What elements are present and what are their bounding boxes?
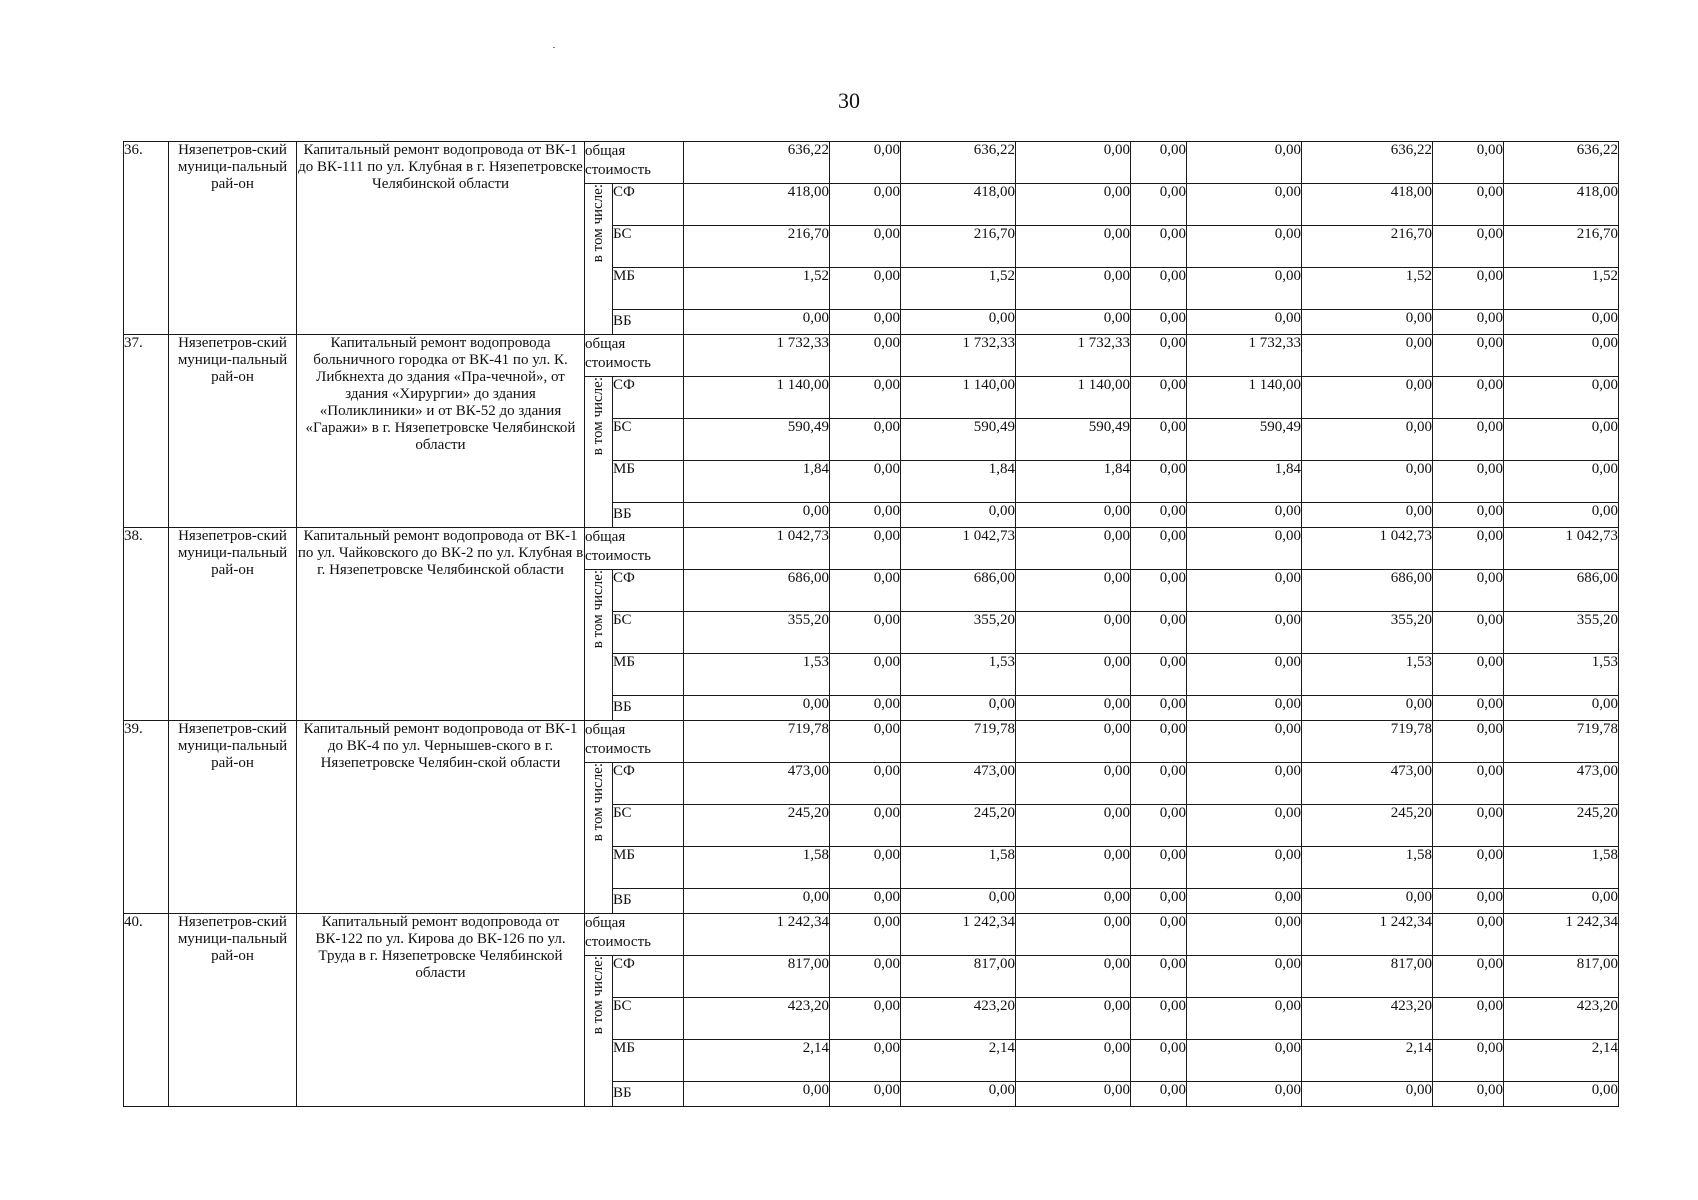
value-cell: 0,00 bbox=[684, 696, 830, 721]
value-cell: 0,00 bbox=[1016, 654, 1131, 696]
source-label-bs: БС bbox=[613, 998, 684, 1040]
value-cell: 0,00 bbox=[830, 310, 901, 335]
value-cell: 418,00 bbox=[1504, 184, 1619, 226]
value-cell: 1 242,34 bbox=[684, 914, 830, 956]
value-cell: 0,00 bbox=[1016, 528, 1131, 570]
value-cell: 0,00 bbox=[1131, 142, 1187, 184]
value-cell: 0,00 bbox=[1187, 1040, 1302, 1082]
including-label-cell bbox=[585, 377, 613, 528]
value-cell: 0,00 bbox=[1504, 335, 1619, 377]
value-cell: 686,00 bbox=[684, 570, 830, 612]
row-number: 39. bbox=[124, 721, 169, 914]
value-cell: 0,00 bbox=[1016, 805, 1131, 847]
value-cell: 0,00 bbox=[1433, 142, 1504, 184]
value-cell: 0,00 bbox=[1302, 696, 1433, 721]
value-cell: 0,00 bbox=[830, 1040, 901, 1082]
value-cell: 0,00 bbox=[830, 914, 901, 956]
value-cell: 473,00 bbox=[1302, 763, 1433, 805]
value-cell: 0,00 bbox=[1187, 956, 1302, 998]
value-cell: 0,00 bbox=[830, 503, 901, 528]
value-cell: 473,00 bbox=[901, 763, 1016, 805]
district-name: Нязепетров-ский муници-пальный рай-он bbox=[169, 721, 297, 914]
value-cell: 0,00 bbox=[1302, 461, 1433, 503]
value-cell: 0,00 bbox=[1016, 570, 1131, 612]
value-cell: 1,58 bbox=[901, 847, 1016, 889]
value-cell: 0,00 bbox=[1131, 998, 1187, 1040]
source-label-sf: СФ bbox=[613, 184, 684, 226]
value-cell: 0,00 bbox=[1131, 805, 1187, 847]
value-cell: 245,20 bbox=[901, 805, 1016, 847]
source-label-sf: СФ bbox=[613, 956, 684, 998]
value-cell: 0,00 bbox=[830, 763, 901, 805]
value-cell: 1,52 bbox=[1504, 268, 1619, 310]
row-number: 37. bbox=[124, 335, 169, 528]
value-cell: 245,20 bbox=[1302, 805, 1433, 847]
value-cell: 1,53 bbox=[901, 654, 1016, 696]
value-cell: 216,70 bbox=[684, 226, 830, 268]
value-cell: 0,00 bbox=[1131, 377, 1187, 419]
value-cell: 0,00 bbox=[830, 377, 901, 419]
value-cell: 1 732,33 bbox=[684, 335, 830, 377]
value-cell: 0,00 bbox=[1504, 461, 1619, 503]
value-cell: 0,00 bbox=[1016, 310, 1131, 335]
value-cell: 0,00 bbox=[1504, 1082, 1619, 1107]
value-cell: 1,58 bbox=[1504, 847, 1619, 889]
table-body bbox=[124, 142, 1619, 1107]
scan-speck bbox=[553, 47, 555, 48]
value-cell: 0,00 bbox=[901, 696, 1016, 721]
value-cell: 719,78 bbox=[1302, 721, 1433, 763]
value-cell: 0,00 bbox=[684, 503, 830, 528]
value-cell: 0,00 bbox=[1131, 1082, 1187, 1107]
value-cell: 0,00 bbox=[1187, 226, 1302, 268]
value-cell: 0,00 bbox=[830, 419, 901, 461]
value-cell: 0,00 bbox=[1433, 805, 1504, 847]
value-cell: 1 242,34 bbox=[1302, 914, 1433, 956]
value-cell: 686,00 bbox=[1302, 570, 1433, 612]
value-cell: 0,00 bbox=[1433, 889, 1504, 914]
value-cell: 0,00 bbox=[1016, 847, 1131, 889]
value-cell: 0,00 bbox=[830, 612, 901, 654]
source-label-mb: МБ bbox=[613, 847, 684, 889]
value-cell: 1,53 bbox=[684, 654, 830, 696]
value-cell: 0,00 bbox=[1187, 721, 1302, 763]
value-cell: 0,00 bbox=[1131, 654, 1187, 696]
value-cell: 0,00 bbox=[1302, 503, 1433, 528]
value-cell: 1,84 bbox=[901, 461, 1016, 503]
value-cell: 0,00 bbox=[830, 528, 901, 570]
value-cell: 423,20 bbox=[1302, 998, 1433, 1040]
value-cell: 1,53 bbox=[1302, 654, 1433, 696]
including-label: в том числе: bbox=[590, 377, 606, 456]
value-cell: 0,00 bbox=[1433, 570, 1504, 612]
value-cell: 418,00 bbox=[901, 184, 1016, 226]
table-row bbox=[124, 721, 1619, 763]
value-cell: 0,00 bbox=[1016, 268, 1131, 310]
page-number: 30 bbox=[838, 88, 860, 113]
value-cell: 0,00 bbox=[1131, 696, 1187, 721]
value-cell: 0,00 bbox=[1016, 696, 1131, 721]
value-cell: 0,00 bbox=[1016, 142, 1131, 184]
value-cell: 817,00 bbox=[684, 956, 830, 998]
value-cell: 0,00 bbox=[1187, 805, 1302, 847]
including-label: в том числе: bbox=[590, 956, 606, 1035]
value-cell: 1 732,33 bbox=[1187, 335, 1302, 377]
value-cell: 2,14 bbox=[1504, 1040, 1619, 1082]
value-cell: 0,00 bbox=[1433, 1040, 1504, 1082]
value-cell: 636,22 bbox=[1302, 142, 1433, 184]
value-cell: 216,70 bbox=[1302, 226, 1433, 268]
value-cell: 0,00 bbox=[1433, 612, 1504, 654]
row-number: 38. bbox=[124, 528, 169, 721]
value-cell: 1,84 bbox=[684, 461, 830, 503]
value-cell: 1 042,73 bbox=[1504, 528, 1619, 570]
including-label: в том числе: bbox=[590, 570, 606, 649]
value-cell: 1,53 bbox=[1504, 654, 1619, 696]
value-cell: 0,00 bbox=[1131, 847, 1187, 889]
source-label-sf: СФ bbox=[613, 763, 684, 805]
value-cell: 2,14 bbox=[684, 1040, 830, 1082]
value-cell: 0,00 bbox=[1187, 847, 1302, 889]
value-cell: 0,00 bbox=[1433, 998, 1504, 1040]
value-cell: 0,00 bbox=[1433, 461, 1504, 503]
project-description: Капитальный ремонт водопровода от ВК-1 до ВК-111 по ул. Клубная в г. Нязепетровске Челябинской области bbox=[297, 142, 585, 335]
value-cell: 636,22 bbox=[901, 142, 1016, 184]
including-label: в том числе: bbox=[590, 763, 606, 842]
project-description: Капитальный ремонт водопровода от ВК-1 по ул. Чайковского до ВК-2 по ул. Клубная в г. Нязепетровске Челябинской области bbox=[297, 528, 585, 721]
value-cell: 590,49 bbox=[901, 419, 1016, 461]
value-cell: 0,00 bbox=[1016, 503, 1131, 528]
value-cell: 0,00 bbox=[1131, 503, 1187, 528]
value-cell: 1 732,33 bbox=[901, 335, 1016, 377]
value-cell: 0,00 bbox=[1016, 721, 1131, 763]
value-cell: 0,00 bbox=[830, 998, 901, 1040]
value-cell: 0,00 bbox=[1187, 142, 1302, 184]
value-cell: 0,00 bbox=[1433, 310, 1504, 335]
value-cell: 216,70 bbox=[901, 226, 1016, 268]
value-cell: 0,00 bbox=[1433, 914, 1504, 956]
value-cell: 0,00 bbox=[830, 570, 901, 612]
value-cell: 0,00 bbox=[1016, 889, 1131, 914]
district-name: Нязепетров-ский муници-пальный рай-он bbox=[169, 142, 297, 335]
value-cell: 0,00 bbox=[1187, 184, 1302, 226]
value-cell: 1 042,73 bbox=[1302, 528, 1433, 570]
value-cell: 423,20 bbox=[1504, 998, 1619, 1040]
value-cell: 686,00 bbox=[1504, 570, 1619, 612]
source-label-bs: БС bbox=[613, 419, 684, 461]
total-cost-label: общая стоимость bbox=[585, 914, 684, 956]
value-cell: 245,20 bbox=[684, 805, 830, 847]
source-label-vb: ВБ bbox=[613, 310, 684, 335]
district-name: Нязепетров-ский муници-пальный рай-он bbox=[169, 335, 297, 528]
value-cell: 0,00 bbox=[1131, 419, 1187, 461]
value-cell: 1,84 bbox=[1016, 461, 1131, 503]
value-cell: 0,00 bbox=[1302, 377, 1433, 419]
value-cell: 0,00 bbox=[1131, 889, 1187, 914]
value-cell: 0,00 bbox=[830, 184, 901, 226]
value-cell: 0,00 bbox=[1433, 956, 1504, 998]
value-cell: 0,00 bbox=[901, 310, 1016, 335]
row-number: 36. bbox=[124, 142, 169, 335]
including-label-cell bbox=[585, 956, 613, 1107]
value-cell: 355,20 bbox=[1504, 612, 1619, 654]
source-label-vb: ВБ bbox=[613, 1082, 684, 1107]
source-label-mb: МБ bbox=[613, 461, 684, 503]
value-cell: 0,00 bbox=[1302, 1082, 1433, 1107]
value-cell: 0,00 bbox=[830, 1082, 901, 1107]
value-cell: 0,00 bbox=[1131, 763, 1187, 805]
value-cell: 0,00 bbox=[1302, 310, 1433, 335]
value-cell: 0,00 bbox=[1016, 998, 1131, 1040]
value-cell: 2,14 bbox=[901, 1040, 1016, 1082]
value-cell: 0,00 bbox=[1187, 998, 1302, 1040]
value-cell: 1,52 bbox=[901, 268, 1016, 310]
value-cell: 0,00 bbox=[1433, 335, 1504, 377]
including-label-cell bbox=[585, 184, 613, 335]
value-cell: 473,00 bbox=[1504, 763, 1619, 805]
value-cell: 0,00 bbox=[1187, 1082, 1302, 1107]
value-cell: 0,00 bbox=[1187, 268, 1302, 310]
source-label-vb: ВБ bbox=[613, 503, 684, 528]
value-cell: 0,00 bbox=[1131, 570, 1187, 612]
value-cell: 817,00 bbox=[1504, 956, 1619, 998]
value-cell: 0,00 bbox=[1504, 503, 1619, 528]
value-cell: 0,00 bbox=[830, 335, 901, 377]
budget-table bbox=[123, 141, 1619, 1107]
value-cell: 0,00 bbox=[1131, 914, 1187, 956]
total-cost-label: общая стоимость bbox=[585, 142, 684, 184]
value-cell: 0,00 bbox=[1433, 763, 1504, 805]
value-cell: 0,00 bbox=[1187, 889, 1302, 914]
value-cell: 0,00 bbox=[901, 1082, 1016, 1107]
value-cell: 0,00 bbox=[1504, 377, 1619, 419]
source-label-mb: МБ bbox=[613, 654, 684, 696]
value-cell: 0,00 bbox=[1433, 696, 1504, 721]
value-cell: 0,00 bbox=[1187, 310, 1302, 335]
value-cell: 1,58 bbox=[684, 847, 830, 889]
source-label-vb: ВБ bbox=[613, 696, 684, 721]
project-description: Капитальный ремонт водопровода больничного городка от ВК-41 по ул. К. Либкнехта до здания «Пра-чечной», от здания «Хирургии» до здания «Поликлиники» и от ВК-52 до здания «Гаражи» в г. Нязепетровске Челябинской области bbox=[297, 335, 585, 528]
value-cell: 0,00 bbox=[901, 889, 1016, 914]
value-cell: 1,58 bbox=[1302, 847, 1433, 889]
value-cell: 817,00 bbox=[1302, 956, 1433, 998]
row-number: 40. bbox=[124, 914, 169, 1107]
value-cell: 0,00 bbox=[830, 654, 901, 696]
value-cell: 0,00 bbox=[1131, 956, 1187, 998]
value-cell: 418,00 bbox=[684, 184, 830, 226]
source-label-sf: СФ bbox=[613, 377, 684, 419]
value-cell: 1 140,00 bbox=[1016, 377, 1131, 419]
value-cell: 1 242,34 bbox=[901, 914, 1016, 956]
value-cell: 686,00 bbox=[901, 570, 1016, 612]
value-cell: 0,00 bbox=[1433, 528, 1504, 570]
value-cell: 0,00 bbox=[830, 461, 901, 503]
value-cell: 0,00 bbox=[1433, 377, 1504, 419]
value-cell: 0,00 bbox=[830, 268, 901, 310]
source-label-vb: ВБ bbox=[613, 889, 684, 914]
value-cell: 245,20 bbox=[1504, 805, 1619, 847]
value-cell: 0,00 bbox=[1131, 226, 1187, 268]
value-cell: 0,00 bbox=[1504, 419, 1619, 461]
value-cell: 1,84 bbox=[1187, 461, 1302, 503]
value-cell: 423,20 bbox=[901, 998, 1016, 1040]
value-cell: 0,00 bbox=[684, 1082, 830, 1107]
table-row bbox=[124, 914, 1619, 956]
value-cell: 0,00 bbox=[1131, 461, 1187, 503]
value-cell: 0,00 bbox=[1016, 612, 1131, 654]
value-cell: 216,70 bbox=[1504, 226, 1619, 268]
value-cell: 0,00 bbox=[830, 696, 901, 721]
value-cell: 355,20 bbox=[901, 612, 1016, 654]
table-row bbox=[124, 528, 1619, 570]
source-label-bs: БС bbox=[613, 612, 684, 654]
project-description: Капитальный ремонт водопровода от ВК-1 до ВК-4 по ул. Чернышев-ского в г. Нязепетровске Челябин-ской области bbox=[297, 721, 585, 914]
value-cell: 423,20 bbox=[684, 998, 830, 1040]
value-cell: 0,00 bbox=[1131, 1040, 1187, 1082]
source-label-mb: МБ bbox=[613, 268, 684, 310]
value-cell: 0,00 bbox=[1433, 654, 1504, 696]
value-cell: 0,00 bbox=[1016, 956, 1131, 998]
source-label-bs: БС bbox=[613, 226, 684, 268]
value-cell: 1 140,00 bbox=[684, 377, 830, 419]
value-cell: 1,52 bbox=[1302, 268, 1433, 310]
value-cell: 0,00 bbox=[1433, 503, 1504, 528]
value-cell: 0,00 bbox=[1016, 1082, 1131, 1107]
value-cell: 0,00 bbox=[1504, 889, 1619, 914]
value-cell: 636,22 bbox=[684, 142, 830, 184]
district-name: Нязепетров-ский муници-пальный рай-он bbox=[169, 914, 297, 1107]
table-row bbox=[124, 142, 1619, 184]
value-cell: 0,00 bbox=[684, 889, 830, 914]
value-cell: 0,00 bbox=[1187, 654, 1302, 696]
total-cost-label: общая стоимость bbox=[585, 721, 684, 763]
value-cell: 0,00 bbox=[1016, 1040, 1131, 1082]
value-cell: 0,00 bbox=[1433, 268, 1504, 310]
value-cell: 719,78 bbox=[1504, 721, 1619, 763]
value-cell: 0,00 bbox=[830, 226, 901, 268]
value-cell: 0,00 bbox=[1504, 696, 1619, 721]
value-cell: 0,00 bbox=[1131, 184, 1187, 226]
value-cell: 0,00 bbox=[1187, 914, 1302, 956]
value-cell: 0,00 bbox=[1016, 763, 1131, 805]
value-cell: 0,00 bbox=[1187, 528, 1302, 570]
including-label-cell bbox=[585, 570, 613, 721]
source-label-sf: СФ bbox=[613, 570, 684, 612]
value-cell: 1 042,73 bbox=[901, 528, 1016, 570]
value-cell: 0,00 bbox=[1302, 889, 1433, 914]
value-cell: 2,14 bbox=[1302, 1040, 1433, 1082]
value-cell: 1 140,00 bbox=[901, 377, 1016, 419]
value-cell: 0,00 bbox=[1433, 226, 1504, 268]
value-cell: 0,00 bbox=[1131, 721, 1187, 763]
value-cell: 0,00 bbox=[1302, 419, 1433, 461]
total-cost-label: общая стоимость bbox=[585, 528, 684, 570]
value-cell: 1 732,33 bbox=[1016, 335, 1131, 377]
value-cell: 0,00 bbox=[1131, 612, 1187, 654]
value-cell: 0,00 bbox=[1131, 335, 1187, 377]
value-cell: 355,20 bbox=[684, 612, 830, 654]
value-cell: 1 140,00 bbox=[1187, 377, 1302, 419]
value-cell: 473,00 bbox=[684, 763, 830, 805]
value-cell: 0,00 bbox=[1016, 914, 1131, 956]
value-cell: 0,00 bbox=[1433, 847, 1504, 889]
value-cell: 0,00 bbox=[1504, 310, 1619, 335]
value-cell: 0,00 bbox=[1131, 310, 1187, 335]
value-cell: 590,49 bbox=[1016, 419, 1131, 461]
value-cell: 719,78 bbox=[901, 721, 1016, 763]
value-cell: 1 042,73 bbox=[684, 528, 830, 570]
value-cell: 0,00 bbox=[1187, 763, 1302, 805]
value-cell: 1,52 bbox=[684, 268, 830, 310]
value-cell: 0,00 bbox=[1187, 612, 1302, 654]
value-cell: 0,00 bbox=[684, 310, 830, 335]
value-cell: 0,00 bbox=[1433, 721, 1504, 763]
value-cell: 0,00 bbox=[1433, 184, 1504, 226]
source-label-bs: БС bbox=[613, 805, 684, 847]
including-label-cell bbox=[585, 763, 613, 914]
value-cell: 0,00 bbox=[1433, 419, 1504, 461]
value-cell: 636,22 bbox=[1504, 142, 1619, 184]
value-cell: 0,00 bbox=[830, 721, 901, 763]
value-cell: 817,00 bbox=[901, 956, 1016, 998]
value-cell: 0,00 bbox=[830, 805, 901, 847]
value-cell: 0,00 bbox=[1187, 696, 1302, 721]
value-cell: 0,00 bbox=[830, 142, 901, 184]
value-cell: 0,00 bbox=[1302, 335, 1433, 377]
total-cost-label: общая стоимость bbox=[585, 335, 684, 377]
value-cell: 0,00 bbox=[1016, 184, 1131, 226]
value-cell: 0,00 bbox=[1187, 570, 1302, 612]
value-cell: 0,00 bbox=[1187, 503, 1302, 528]
value-cell: 0,00 bbox=[901, 503, 1016, 528]
district-name: Нязепетров-ский муници-пальный рай-он bbox=[169, 528, 297, 721]
value-cell: 590,49 bbox=[684, 419, 830, 461]
value-cell: 0,00 bbox=[1016, 226, 1131, 268]
value-cell: 0,00 bbox=[1433, 1082, 1504, 1107]
value-cell: 0,00 bbox=[830, 956, 901, 998]
value-cell: 590,49 bbox=[1187, 419, 1302, 461]
value-cell: 418,00 bbox=[1302, 184, 1433, 226]
project-description: Капитальный ремонт водопровода от ВК-122 по ул. Кирова до ВК-126 по ул. Труда в г. Нязепетровске Челябинской области bbox=[297, 914, 585, 1107]
value-cell: 1 242,34 bbox=[1504, 914, 1619, 956]
value-cell: 355,20 bbox=[1302, 612, 1433, 654]
value-cell: 0,00 bbox=[830, 847, 901, 889]
table-row bbox=[124, 335, 1619, 377]
value-cell: 0,00 bbox=[1131, 528, 1187, 570]
source-label-mb: МБ bbox=[613, 1040, 684, 1082]
value-cell: 0,00 bbox=[830, 889, 901, 914]
including-label: в том числе: bbox=[590, 184, 606, 263]
value-cell: 0,00 bbox=[1131, 268, 1187, 310]
value-cell: 719,78 bbox=[684, 721, 830, 763]
